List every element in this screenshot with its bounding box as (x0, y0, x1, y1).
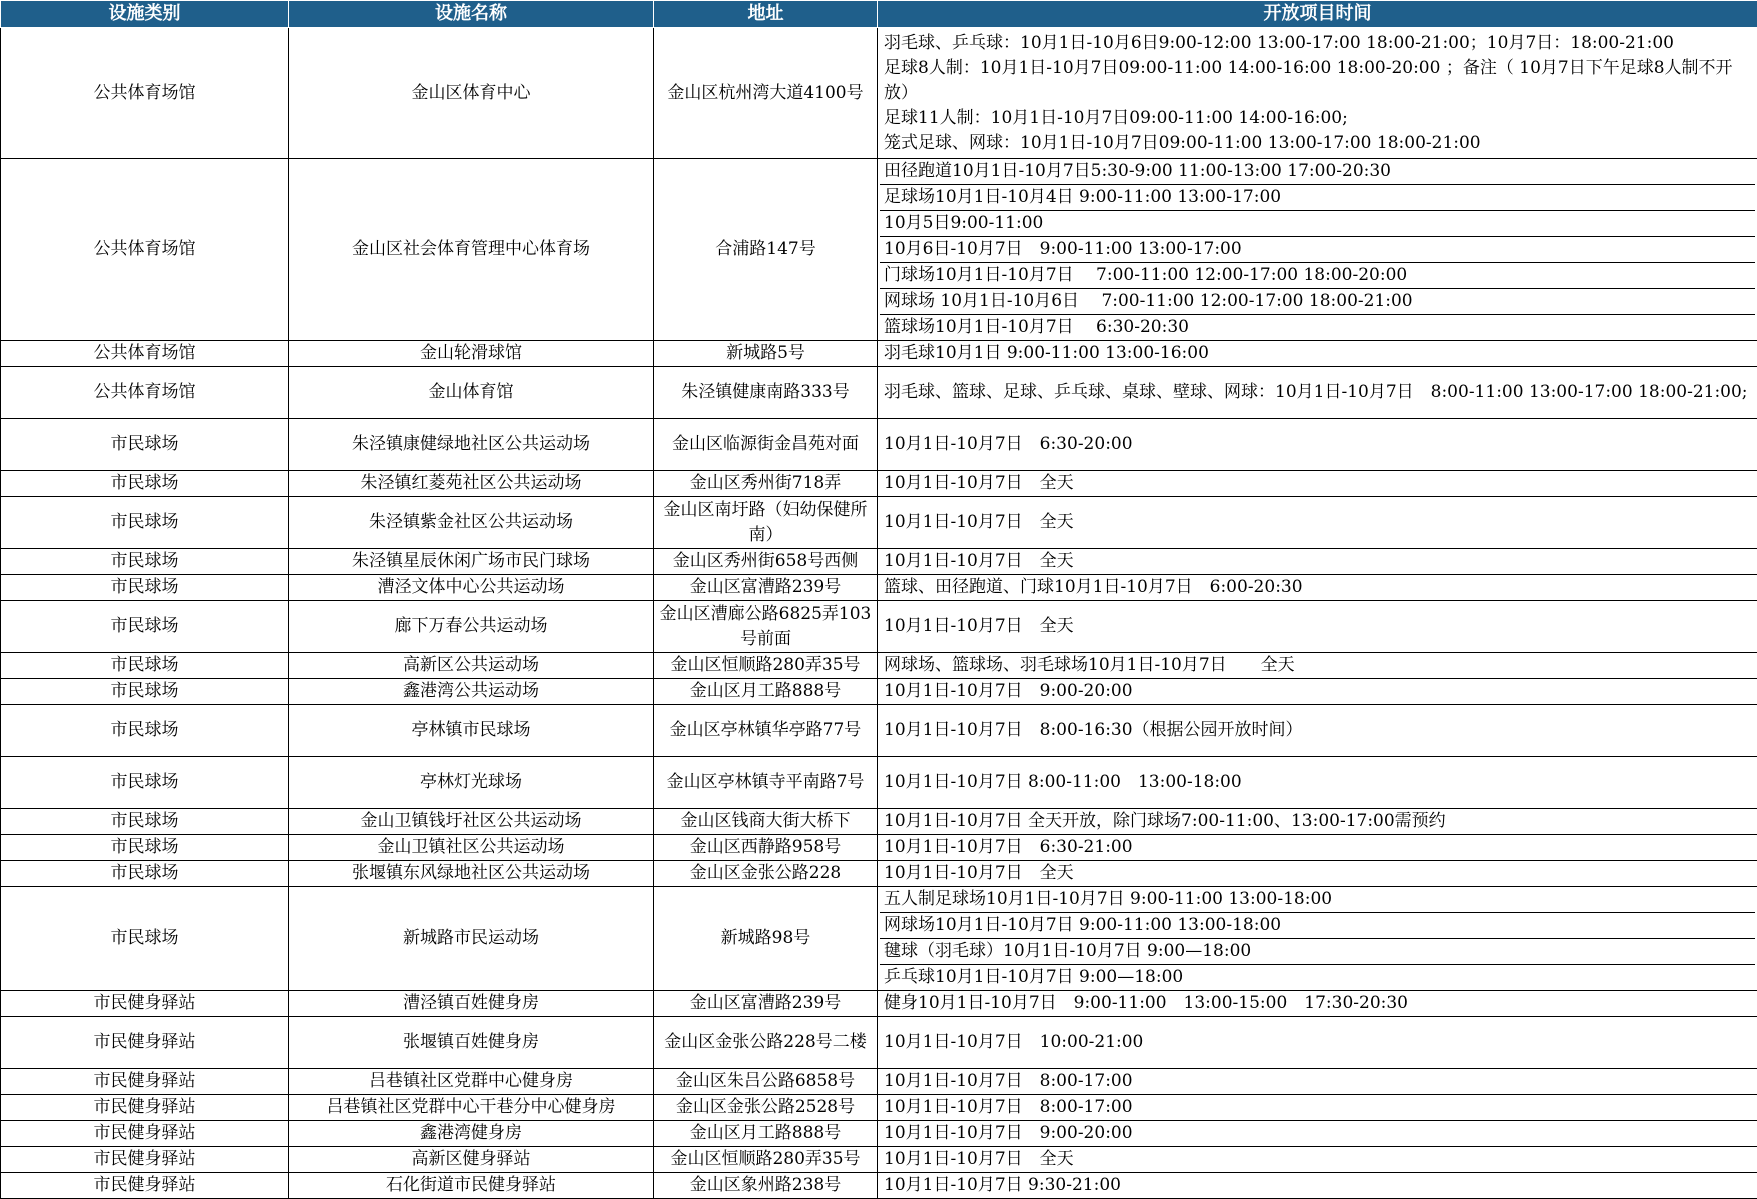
facility-name: 漕泾文体中心公共运动场 (289, 575, 654, 601)
facility-category: 市民健身驿站 (1, 1147, 289, 1173)
table-row (1, 809, 1757, 835)
facility-category: 市民球场 (1, 705, 289, 757)
facility-name: 鑫港湾健身房 (289, 1121, 654, 1147)
facility-address: 金山区漕廊公路6825弄103号前面 (654, 601, 878, 653)
table-row (1, 471, 1757, 497)
facility-hours (878, 159, 1757, 341)
facility-name: 金山轮滑球馆 (289, 341, 654, 367)
table-row (1, 887, 1757, 991)
table-row (1, 653, 1757, 679)
facility-category: 市民球场 (1, 497, 289, 549)
facility-name: 朱泾镇康健绿地社区公共运动场 (289, 419, 654, 471)
facility-category: 市民健身驿站 (1, 1069, 289, 1095)
facility-hours (878, 549, 1757, 575)
table-row (1, 1173, 1757, 1199)
hours-line: 篮球场10月1日-10月7日 6:30-20:30 (880, 314, 1755, 340)
facility-address: 金山区临源街金昌苑对面 (654, 419, 878, 471)
hours-line: 10月5日9:00-11:00 (880, 210, 1755, 236)
hours-line: 10月1日-10月7日 全天 (880, 510, 1755, 535)
facility-category: 市民球场 (1, 575, 289, 601)
table-row (1, 419, 1757, 471)
hours-line: 乒乓球10月1日-10月7日 9:00—18:00 (880, 964, 1755, 990)
hours-line: 10月1日-10月7日 全天 (880, 471, 1755, 496)
facility-category: 市民健身驿站 (1, 1017, 289, 1069)
facility-address: 新城路98号 (654, 887, 878, 991)
facility-address: 金山区朱吕公路6858号 (654, 1069, 878, 1095)
table-row (1, 1121, 1757, 1147)
hours-line: 10月1日-10月7日 全天 (880, 1147, 1755, 1172)
facility-name: 朱泾镇星辰休闲广场市民门球场 (289, 549, 654, 575)
facility-hours (878, 1147, 1757, 1173)
facility-name: 高新区健身驿站 (289, 1147, 654, 1173)
facility-category: 市民球场 (1, 679, 289, 705)
hours-line: 五人制足球场10月1日-10月7日 9:00-11:00 13:00-18:00 (880, 887, 1755, 912)
facility-hours (878, 341, 1757, 367)
facility-name: 新城路市民运动场 (289, 887, 654, 991)
facility-name: 朱泾镇红菱苑社区公共运动场 (289, 471, 654, 497)
facility-hours (878, 601, 1757, 653)
facility-category: 市民球场 (1, 809, 289, 835)
facility-category: 公共体育场馆 (1, 159, 289, 341)
facility-hours (878, 471, 1757, 497)
hours-line: 田径跑道10月1日-10月7日5:30-9:00 11:00-13:00 17:00-20:30 (880, 159, 1755, 184)
facility-category: 市民健身驿站 (1, 1121, 289, 1147)
facility-hours (878, 367, 1757, 419)
facility-hours (878, 575, 1757, 601)
hours-line: 网球场、篮球场、羽毛球场10月1日-10月7日 全天 (880, 653, 1755, 678)
facility-category: 公共体育场馆 (1, 341, 289, 367)
table-row (1, 601, 1757, 653)
facility-category: 市民球场 (1, 549, 289, 575)
facility-category: 市民球场 (1, 757, 289, 809)
header-hours: 开放项目时间 (878, 1, 1757, 28)
hours-line: 10月1日-10月7日 8:00-11:00 13:00-18:00 (880, 770, 1755, 795)
facility-category: 市民球场 (1, 861, 289, 887)
facility-address: 金山区恒顺路280弄35号 (654, 653, 878, 679)
facility-address: 朱泾镇健康南路333号 (654, 367, 878, 419)
facility-address: 金山区象州路238号 (654, 1173, 878, 1199)
facility-category: 市民健身驿站 (1, 1173, 289, 1199)
hours-line: 10月1日-10月7日 全天 (880, 549, 1755, 574)
facility-name: 金山区社会体育管理中心体育场 (289, 159, 654, 341)
facility-hours (878, 679, 1757, 705)
facility-hours (878, 1095, 1757, 1121)
hours-line: 10月1日-10月7日 9:30-21:00 (880, 1173, 1755, 1198)
hours-line: 10月1日-10月7日 8:00-16:30（根据公园开放时间） (880, 718, 1755, 743)
facility-name: 张堰镇百姓健身房 (289, 1017, 654, 1069)
facility-hours (878, 809, 1757, 835)
facility-category: 公共体育场馆 (1, 28, 289, 159)
facility-hours (878, 991, 1757, 1017)
facility-address: 金山区南圩路（妇幼保健所南） (654, 497, 878, 549)
hours-line: 羽毛球、乒乓球：10月1日-10月6日9:00-12:00 13:00-17:00 18:00-21:00；10月7日：18:00-21:00 (880, 31, 1755, 56)
facility-name: 朱泾镇紫金社区公共运动场 (289, 497, 654, 549)
hours-line: 10月1日-10月7日 全天 (880, 861, 1755, 886)
hours-line: 门球场10月1日-10月7日 7:00-11:00 12:00-17:00 18:00-20:00 (880, 262, 1755, 288)
facility-name: 张堰镇东风绿地社区公共运动场 (289, 861, 654, 887)
facility-address: 金山区金张公路228 (654, 861, 878, 887)
facility-hours (878, 1017, 1757, 1069)
facility-category: 市民球场 (1, 653, 289, 679)
hours-line: 健身10月1日-10月7日 9:00-11:00 13:00-15:00 17:30-20:30 (880, 991, 1755, 1016)
facility-hours (878, 757, 1757, 809)
facility-address: 金山区金张公路2528号 (654, 1095, 878, 1121)
facility-hours (878, 835, 1757, 861)
facility-name: 金山体育馆 (289, 367, 654, 419)
hours-line: 10月1日-10月7日 8:00-17:00 (880, 1095, 1755, 1120)
facility-name: 亭林灯光球场 (289, 757, 654, 809)
hours-line: 网球场10月1日-10月7日 9:00-11:00 13:00-18:00 (880, 912, 1755, 938)
facility-name: 吕巷镇社区党群中心干巷分中心健身房 (289, 1095, 654, 1121)
facility-address: 金山区恒顺路280弄35号 (654, 1147, 878, 1173)
facility-hours (878, 1173, 1757, 1199)
table-row (1, 679, 1757, 705)
hours-line: 10月1日-10月7日 6:30-20:00 (880, 432, 1755, 457)
facility-name: 漕泾镇百姓健身房 (289, 991, 654, 1017)
hours-line: 羽毛球、篮球、足球、乒乓球、桌球、壁球、网球：10月1日-10月7日 8:00-11:00 13:00-17:00 18:00-21:00; (880, 380, 1755, 405)
facility-hours (878, 653, 1757, 679)
facility-address: 金山区杭州湾大道4100号 (654, 28, 878, 159)
table-row (1, 1017, 1757, 1069)
facility-address: 金山区月工路888号 (654, 679, 878, 705)
table-row (1, 861, 1757, 887)
facility-category: 市民球场 (1, 601, 289, 653)
facility-address: 金山区亭林镇寺平南路7号 (654, 757, 878, 809)
table-row (1, 1095, 1757, 1121)
facility-hours (878, 887, 1757, 991)
facility-name: 金山卫镇钱圩社区公共运动场 (289, 809, 654, 835)
table-row (1, 835, 1757, 861)
hours-line: 10月1日-10月7日 10:00-21:00 (880, 1030, 1755, 1055)
facility-category: 市民健身驿站 (1, 991, 289, 1017)
hours-line: 足球11人制：10月1日-10月7日09:00-11:00 14:00-16:00; (880, 106, 1755, 131)
facility-name: 鑫港湾公共运动场 (289, 679, 654, 705)
table-row (1, 991, 1757, 1017)
hours-line: 10月1日-10月7日 6:30-21:00 (880, 835, 1755, 860)
facility-hours (878, 419, 1757, 471)
facility-address: 新城路5号 (654, 341, 878, 367)
hours-line: 10月6日-10月7日 9:00-11:00 13:00-17:00 (880, 236, 1755, 262)
table-row (1, 28, 1757, 159)
table-row (1, 159, 1757, 341)
header-category: 设施类别 (1, 1, 289, 28)
hours-line: 10月1日-10月7日 全天开放，除门球场7:00-11:00、13:00-17:00需预约 (880, 809, 1755, 834)
table-row (1, 549, 1757, 575)
facility-name: 廊下万春公共运动场 (289, 601, 654, 653)
facility-name: 吕巷镇社区党群中心健身房 (289, 1069, 654, 1095)
table-row (1, 1069, 1757, 1095)
facility-hours (878, 28, 1757, 159)
facility-address: 金山区富漕路239号 (654, 575, 878, 601)
facility-address: 金山区月工路888号 (654, 1121, 878, 1147)
facility-name: 石化街道市民健身驿站 (289, 1173, 654, 1199)
facility-hours (878, 705, 1757, 757)
table-row (1, 705, 1757, 757)
facility-address: 金山区秀州街658号西侧 (654, 549, 878, 575)
facility-name: 亭林镇市民球场 (289, 705, 654, 757)
table-row (1, 575, 1757, 601)
facility-address: 金山区亭林镇华亭路77号 (654, 705, 878, 757)
table-row (1, 497, 1757, 549)
facility-category: 市民球场 (1, 887, 289, 991)
facility-category: 市民健身驿站 (1, 1095, 289, 1121)
facility-address: 金山区金张公路228号二楼 (654, 1017, 878, 1069)
facility-address: 金山区西静路958号 (654, 835, 878, 861)
facility-hours (878, 861, 1757, 887)
table-body (1, 28, 1757, 1199)
header-name: 设施名称 (289, 1, 654, 28)
facility-category: 市民球场 (1, 419, 289, 471)
hours-line: 篮球、田径跑道、门球10月1日-10月7日 6:00-20:30 (880, 575, 1755, 600)
hours-line: 毽球（羽毛球）10月1日-10月7日 9:00—18:00 (880, 938, 1755, 964)
facility-category: 市民球场 (1, 835, 289, 861)
hours-line: 足球8人制：10月1日-10月7日09:00-11:00 14:00-16:00 18:00-20:00 ；备注（ 10月7日下午足球8人制不开放） (880, 56, 1755, 106)
table-row (1, 367, 1757, 419)
facility-hours (878, 1069, 1757, 1095)
hours-line: 10月1日-10月7日 全天 (880, 614, 1755, 639)
hours-line: 羽毛球10月1日 9:00-11:00 13:00-16:00 (880, 341, 1755, 366)
table-row (1, 341, 1757, 367)
facility-category: 公共体育场馆 (1, 367, 289, 419)
facility-address: 金山区钱商大街大桥下 (654, 809, 878, 835)
hours-line: 足球场10月1日-10月4日 9:00-11:00 13:00-17:00 (880, 184, 1755, 210)
header-row (1, 1, 1757, 28)
hours-line: 10月1日-10月7日 9:00-20:00 (880, 1121, 1755, 1146)
hours-line: 10月1日-10月7日 8:00-17:00 (880, 1069, 1755, 1094)
table-row (1, 757, 1757, 809)
facility-name: 金山卫镇社区公共运动场 (289, 835, 654, 861)
facility-hours (878, 497, 1757, 549)
facility-address: 合浦路147号 (654, 159, 878, 341)
facility-hours (878, 1121, 1757, 1147)
facility-name: 高新区公共运动场 (289, 653, 654, 679)
facility-name: 金山区体育中心 (289, 28, 654, 159)
hours-line: 10月1日-10月7日 9:00-20:00 (880, 679, 1755, 704)
hours-line: 网球场 10月1日-10月6日 7:00-11:00 12:00-17:00 18:00-21:00 (880, 288, 1755, 314)
header-address: 地址 (654, 1, 878, 28)
hours-line: 笼式足球、网球：10月1日-10月7日09:00-11:00 13:00-17:00 18:00-21:00 (880, 131, 1755, 156)
facility-address: 金山区富漕路239号 (654, 991, 878, 1017)
facility-category: 市民球场 (1, 471, 289, 497)
facility-address: 金山区秀州街718弄 (654, 471, 878, 497)
table-row (1, 1147, 1757, 1173)
